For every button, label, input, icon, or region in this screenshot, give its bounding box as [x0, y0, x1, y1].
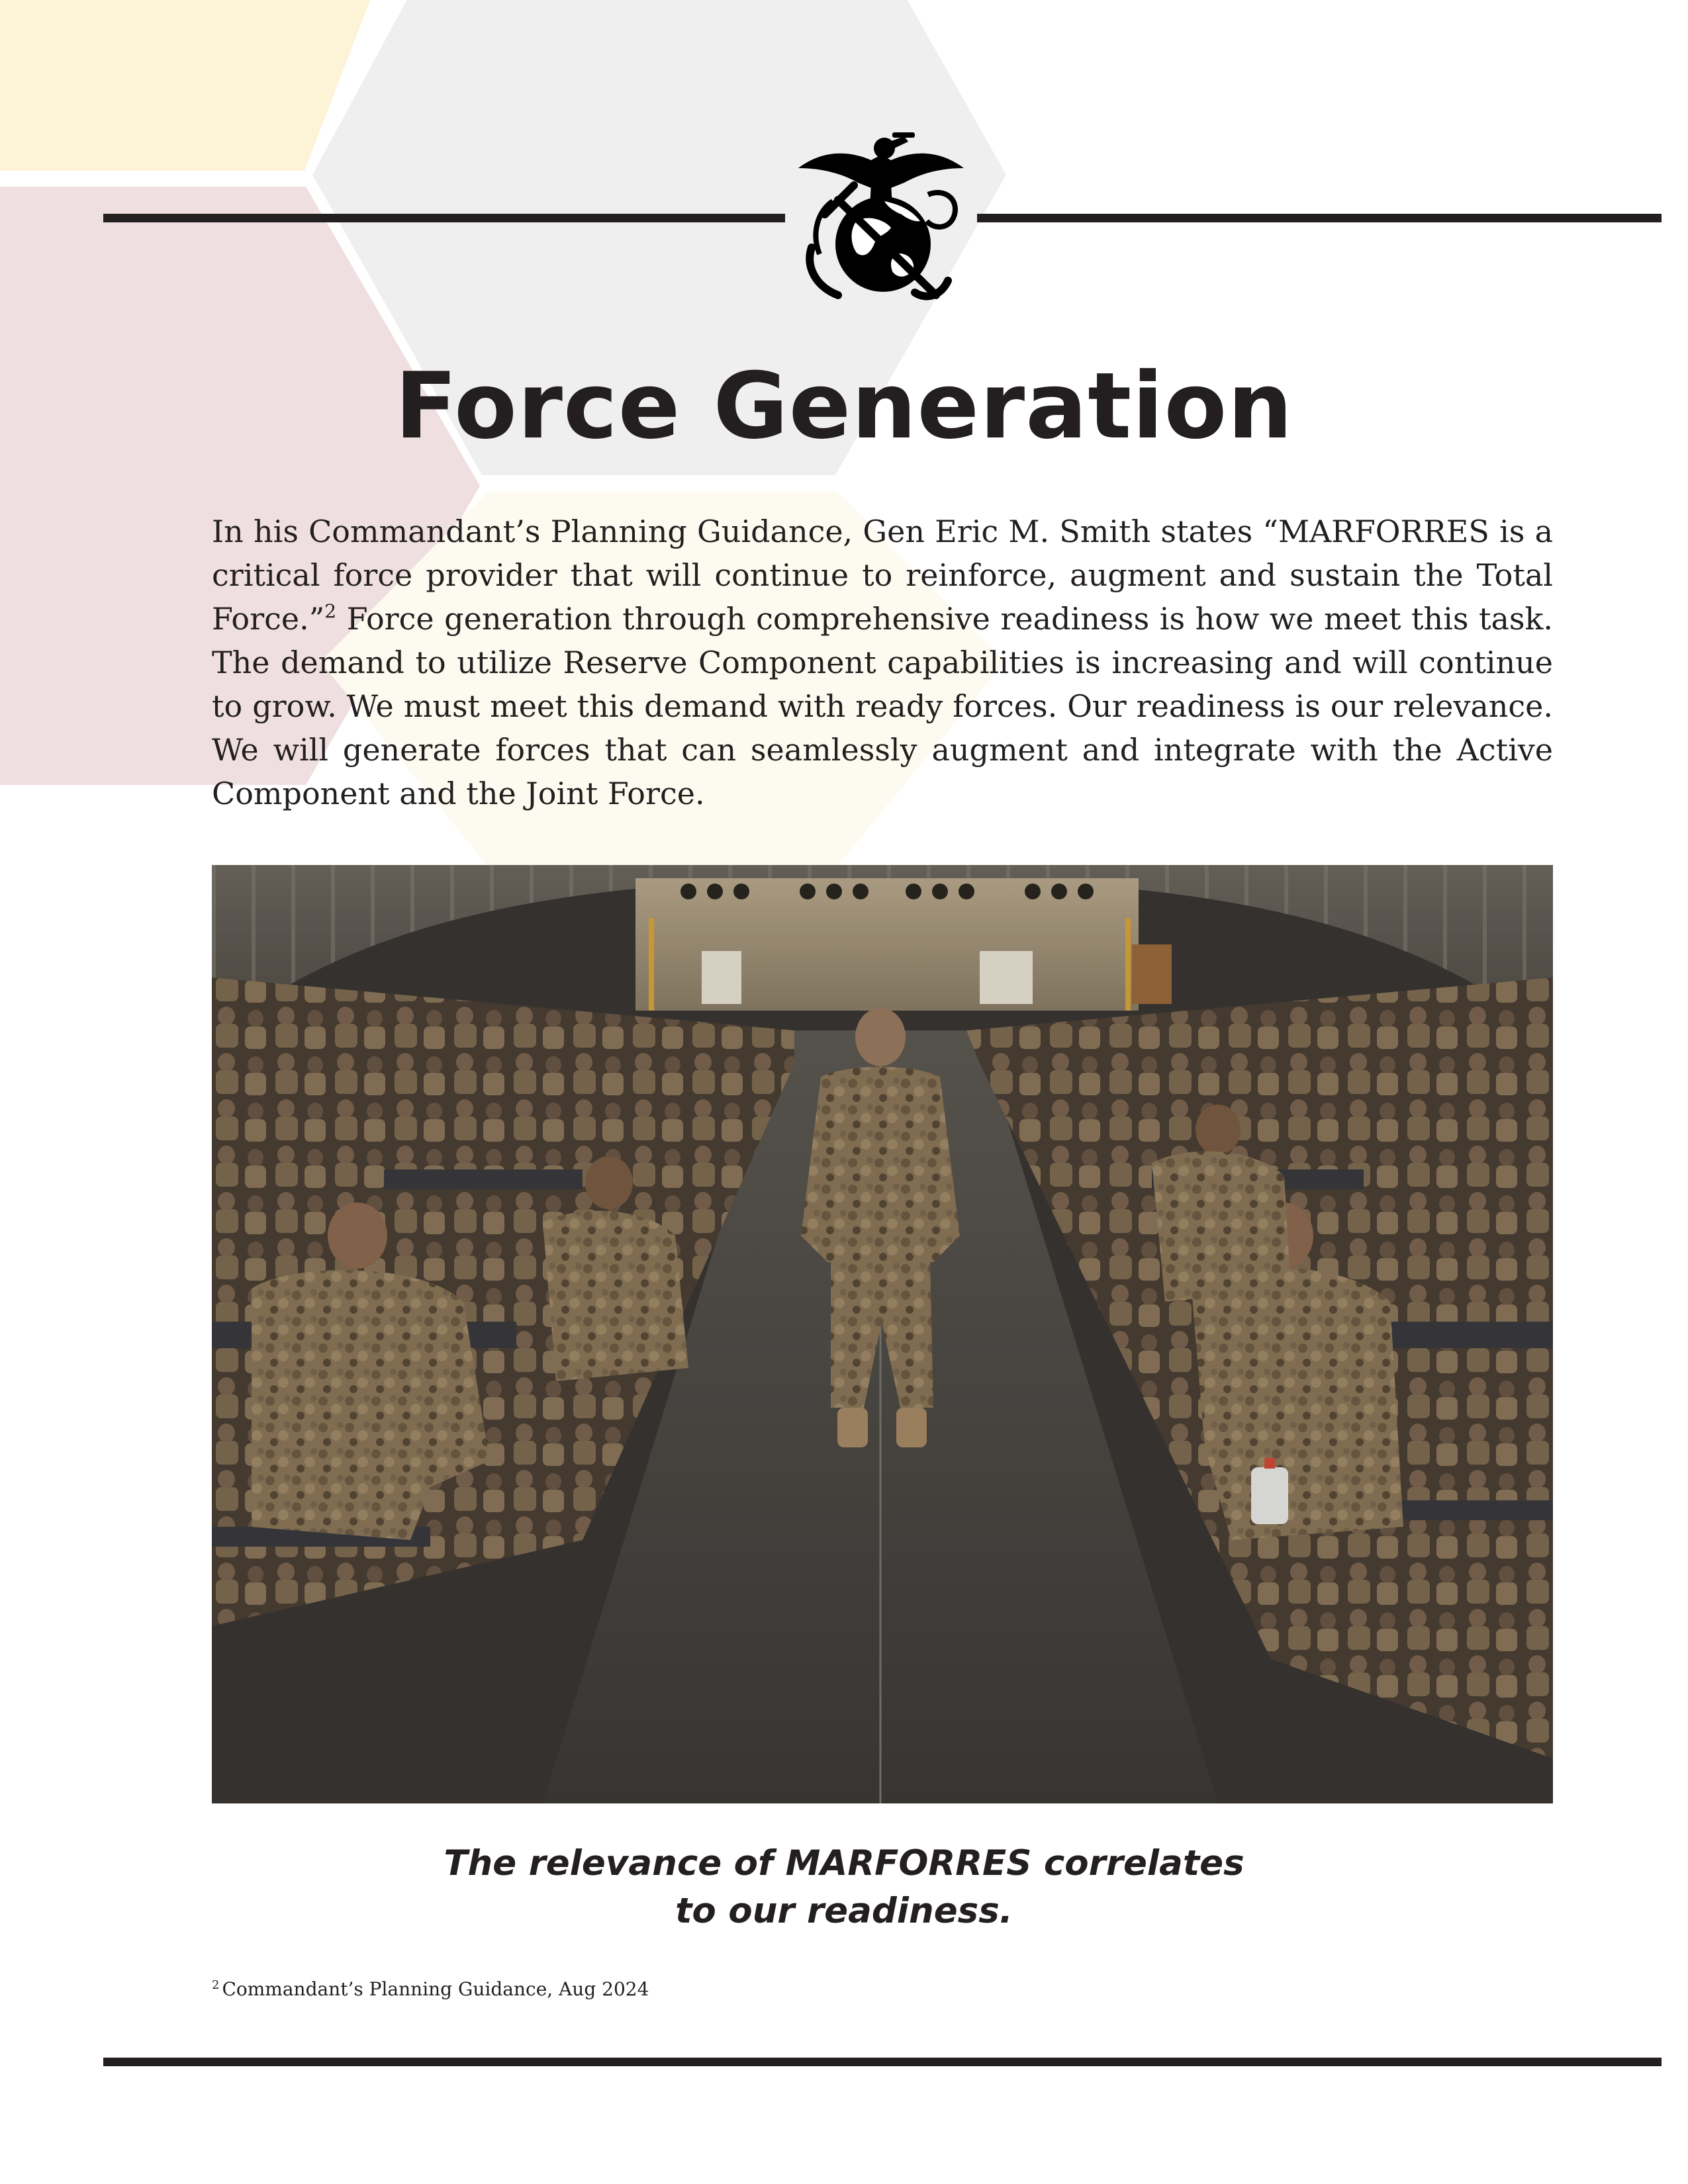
- top-rule-right: [977, 214, 1662, 222]
- bottom-rule: [103, 2058, 1662, 2066]
- caption-line-1: The relevance of MARFORRES correlates: [444, 1843, 1244, 1884]
- hangar-photo: [212, 865, 1553, 1803]
- page-title: Force Generation: [395, 353, 1293, 459]
- caption-line-2: to our readiness.: [675, 1891, 1013, 1931]
- footnote-text: Commandant’s Planning Guidance, Aug 2024: [222, 1978, 649, 2000]
- intro-paragraph: [212, 510, 1553, 815]
- intro-text-part1: In his Commandant’s Planning Guidance, Gen Eric M. Smith states “MARFORRES is a critical force provider that will continue to reinforce, augment and sustain the Total Force.”: [212, 514, 1553, 637]
- intro-text-part2: Force generation through comprehensive readiness is how we meet this task. The demand to utilize Reserve Component capabilities is increasing and will continue to grow. We must meet this demand with ready forces. Our readiness is our relevance. We will generate forces that can seamlessly augment and integrate with the Active Component and the Joint Force.: [212, 601, 1553, 811]
- footnote-reference: 2: [324, 600, 337, 622]
- top-rule-left: [103, 214, 785, 222]
- footnote: [212, 1978, 649, 2001]
- eagle-globe-anchor-icon: [785, 122, 977, 314]
- footnote-number: 2: [212, 1978, 220, 1992]
- photo-caption: [0, 1840, 1688, 1935]
